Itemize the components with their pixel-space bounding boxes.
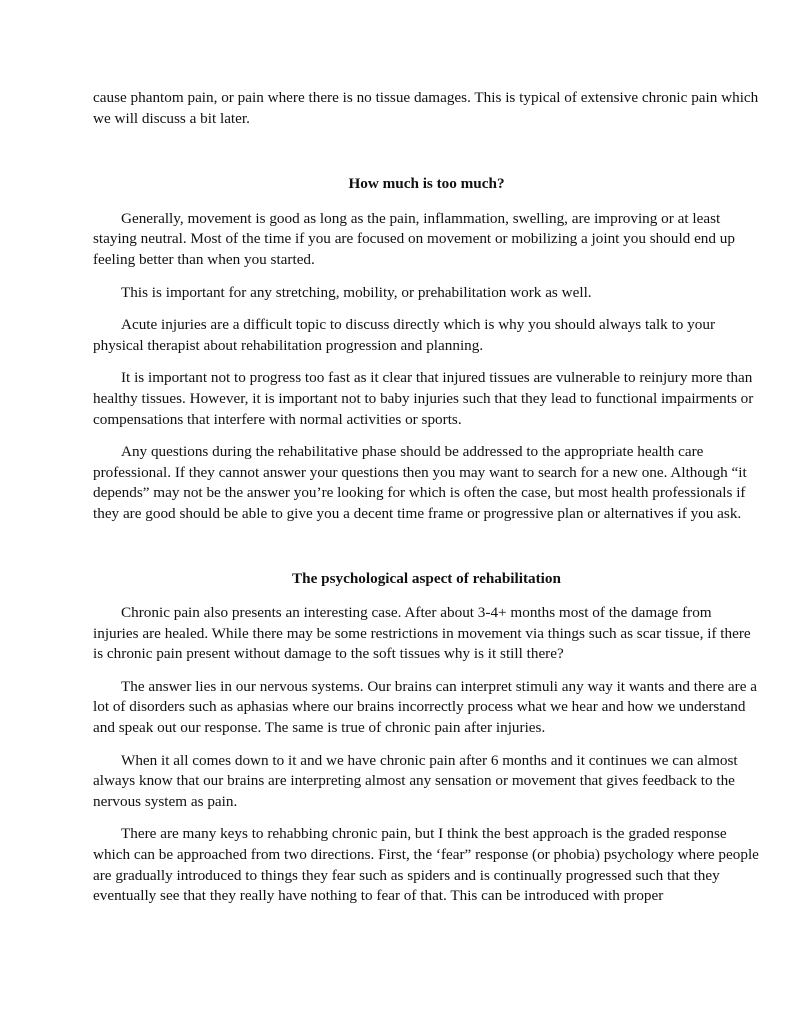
section-heading-how-much: How much is too much? [348, 175, 505, 193]
paragraph: It is important not to progress too fast as it clear that injured tissues are vulnerable to reinjury more than healthy tissues. However, it is important not to baby injuries such that they lead to functional impairments or compensations that interfere with normal activities or sports. [93, 369, 754, 428]
paragraph: Generally, movement is good as long as the pain, inflammation, swelling, are improving or at least staying neutral. Most of the time if you are focused on movement or mobilizing a joint you should end up feeling better than when you started. [93, 209, 735, 268]
paragraph: When it all comes down to it and we have chronic pain after 6 months and it continues we can almost always know that our brains are interpreting almost any sensation or movement that gives feedback to the nervous system as pain. [93, 751, 738, 810]
intro-paragraph: cause phantom pain, or pain where there is no tissue damages. This is typical of extensive chronic pain which we will discuss a bit later. [93, 89, 759, 127]
paragraph: The answer lies in our nervous systems. Our brains can interpret stimuli any way it wants and there are a lot of disorders such as aphasias where our brains incorrectly process what we hear and how we understand and speak out our response. The same is true of chronic pain after injuries. [93, 677, 758, 737]
paragraph: There are many keys to rehabbing chronic pain, but I think the best approach is the graded response which can be approached from two directions. First, the ‘fear” response (or phobia) psychology where people are gradually introduced to things they fear such as spiders and is continually progressed such that they eventually see that they really have nothing to fear of that. This can be introduced with proper [93, 825, 759, 905]
paragraph: Chronic pain also presents an interesting case. After about 3-4+ months most of the damage from injuries are healed. While there may be some restrictions in movement via things such as scar tissue, if there is chronic pain present without damage to the soft tissues why is it still there? [93, 604, 751, 663]
document-page [93, 88, 760, 919]
paragraph: This is important for any stretching, mobility, or prehabilitation work as well. [121, 283, 592, 301]
paragraph: Any questions during the rehabilitative phase should be addressed to the appropriate health care professional. If they cannot answer your questions then you may want to search for a new one. Although “it depends” may not be the answer you’re looking for which is often the case, but most health professionals if they are good should be able to give you a decent time frame or progressive plan or alternatives if you ask. [93, 443, 747, 522]
section-heading-psychological-aspect: The psychological aspect of rehabilitation [292, 569, 561, 587]
paragraph: Acute injuries are a difficult topic to discuss directly which is why you should always talk to your physical therapist about rehabilitation progression and planning. [93, 316, 716, 354]
